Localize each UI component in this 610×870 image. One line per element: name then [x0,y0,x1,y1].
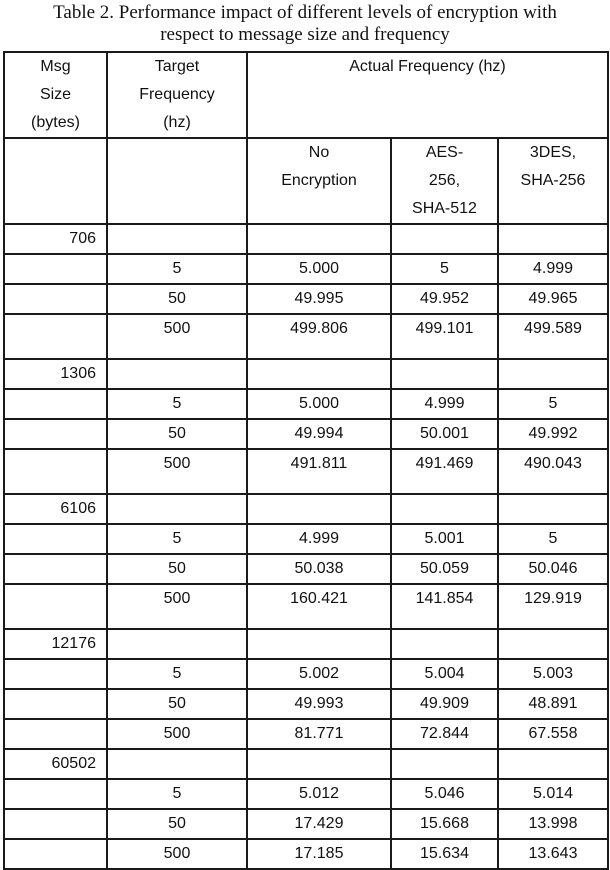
empty-cell [498,629,608,659]
table-row [4,419,608,449]
header-text: Encryption [281,172,357,189]
no-encryption-cell: 17.185 [247,839,391,869]
empty-cell [4,689,107,719]
aes-cell: 72.844 [391,719,498,749]
no-encryption-cell: 160.421 [247,584,391,629]
size-group-row [4,494,608,524]
3des-cell: 13.998 [498,809,608,839]
header-3des-sha-256 [498,138,608,224]
aes-cell: 49.909 [391,689,498,719]
target-frequency-cell: 50 [107,419,247,449]
header-text: Frequency [139,86,215,103]
size-group-row [4,629,608,659]
target-frequency-cell: 50 [107,284,247,314]
target-frequency-cell: 50 [107,554,247,584]
empty-cell [4,719,107,749]
aes-cell: 499.101 [391,314,498,359]
3des-cell: 129.919 [498,584,608,629]
empty-cell [4,449,107,494]
header-text: AES- [425,144,464,161]
empty-cell [391,749,498,779]
empty-cell [247,749,391,779]
table-row [4,254,608,284]
header-aes-256-sha-512 [391,138,498,224]
empty-cell [4,284,107,314]
empty-cell [4,389,107,419]
header-text: SHA-512 [412,200,477,217]
target-frequency-cell: 5 [107,779,247,809]
header-msg-size [4,52,107,138]
empty-cell [4,584,107,629]
3des-cell: 490.043 [498,449,608,494]
aes-cell: 50.001 [391,419,498,449]
table-row [4,839,608,869]
empty-cell [4,419,107,449]
no-encryption-cell: 49.993 [247,689,391,719]
no-encryption-cell: 4.999 [247,524,391,554]
empty-cell [107,494,247,524]
empty-cell [391,359,498,389]
table-row [4,584,608,629]
3des-cell: 49.992 [498,419,608,449]
target-frequency-cell: 50 [107,689,247,719]
size-group-row [4,749,608,779]
table-row [4,314,608,359]
3des-cell: 5 [498,524,608,554]
msg-size-cell: 12176 [4,629,107,659]
table-row [4,659,608,689]
size-group-row [4,224,608,254]
aes-cell: 49.952 [391,284,498,314]
no-encryption-cell: 49.994 [247,419,391,449]
3des-cell: 67.558 [498,719,608,749]
aes-cell: 491.469 [391,449,498,494]
target-frequency-cell: 500 [107,719,247,749]
table-row [4,779,608,809]
header-text: No [308,144,330,161]
table-caption [0,2,610,46]
aes-cell: 4.999 [391,389,498,419]
table-row [4,554,608,584]
target-frequency-cell: 5 [107,659,247,689]
3des-cell: 50.046 [498,554,608,584]
table-row [4,689,608,719]
table-row [4,719,608,749]
empty-cell [498,494,608,524]
header-row-2 [4,138,608,224]
empty-cell [4,524,107,554]
target-frequency-cell: 500 [107,449,247,494]
aes-cell: 141.854 [391,584,498,629]
no-encryption-cell: 5.002 [247,659,391,689]
table-row [4,389,608,419]
aes-cell: 5 [391,254,498,284]
msg-size-cell: 706 [4,224,107,254]
header-text: Msg [40,58,71,75]
target-frequency-cell: 500 [107,314,247,359]
header-text: SHA-256 [520,172,586,189]
empty-cell [247,359,391,389]
no-encryption-cell: 17.429 [247,809,391,839]
empty-cell [4,779,107,809]
empty-cell [107,629,247,659]
target-frequency-cell: 50 [107,809,247,839]
target-frequency-cell: 5 [107,389,247,419]
header-text: Size [39,86,72,103]
empty-cell [247,494,391,524]
3des-cell: 13.643 [498,839,608,869]
caption-line-1: Table 2. Performance impact of different levels of encryption with [53,2,557,23]
header-text: 3DES, [529,144,577,161]
empty-cell [107,359,247,389]
caption-line-2: respect to message size and frequency [160,24,450,45]
aes-cell: 50.059 [391,554,498,584]
header-actual-frequency: Actual Frequency (hz) [247,52,608,138]
target-frequency-cell: 5 [107,254,247,284]
table-row [4,524,608,554]
target-frequency-cell: 5 [107,524,247,554]
empty-cell [391,224,498,254]
header-empty [4,138,107,224]
msg-size-cell: 60502 [4,749,107,779]
3des-cell: 5 [498,389,608,419]
empty-cell [107,749,247,779]
3des-cell: 5.014 [498,779,608,809]
no-encryption-cell: 5.012 [247,779,391,809]
3des-cell: 5.003 [498,659,608,689]
table-row [4,809,608,839]
no-encryption-cell: 49.995 [247,284,391,314]
aes-cell: 15.668 [391,809,498,839]
3des-cell: 4.999 [498,254,608,284]
header-no-encryption [247,138,391,224]
header-text: (hz) [163,114,191,131]
empty-cell [4,254,107,284]
empty-cell [391,629,498,659]
empty-cell [4,839,107,869]
empty-cell [391,494,498,524]
header-text: 256, [428,172,461,189]
empty-cell [247,224,391,254]
empty-cell [4,809,107,839]
no-encryption-cell: 81.771 [247,719,391,749]
empty-cell [498,359,608,389]
aes-cell: 5.004 [391,659,498,689]
header-text: Target [154,58,200,75]
3des-cell: 48.891 [498,689,608,719]
target-frequency-cell: 500 [107,839,247,869]
size-group-row [4,359,608,389]
table-row [4,284,608,314]
header-empty [107,138,247,224]
empty-cell [107,224,247,254]
no-encryption-cell: 50.038 [247,554,391,584]
empty-cell [498,749,608,779]
header-row-1 [4,52,608,138]
no-encryption-cell: 5.000 [247,254,391,284]
header-target-frequency [107,52,247,138]
header-text: (bytes) [31,114,80,131]
3des-cell: 49.965 [498,284,608,314]
empty-cell [4,659,107,689]
performance-table [3,51,609,870]
no-encryption-cell: 491.811 [247,449,391,494]
no-encryption-cell: 5.000 [247,389,391,419]
aes-cell: 15.634 [391,839,498,869]
no-encryption-cell: 499.806 [247,314,391,359]
empty-cell [498,224,608,254]
empty-cell [247,629,391,659]
empty-cell [4,314,107,359]
target-frequency-cell: 500 [107,584,247,629]
empty-cell [4,554,107,584]
msg-size-cell: 6106 [4,494,107,524]
msg-size-cell: 1306 [4,359,107,389]
aes-cell: 5.001 [391,524,498,554]
table-row [4,449,608,494]
3des-cell: 499.589 [498,314,608,359]
aes-cell: 5.046 [391,779,498,809]
